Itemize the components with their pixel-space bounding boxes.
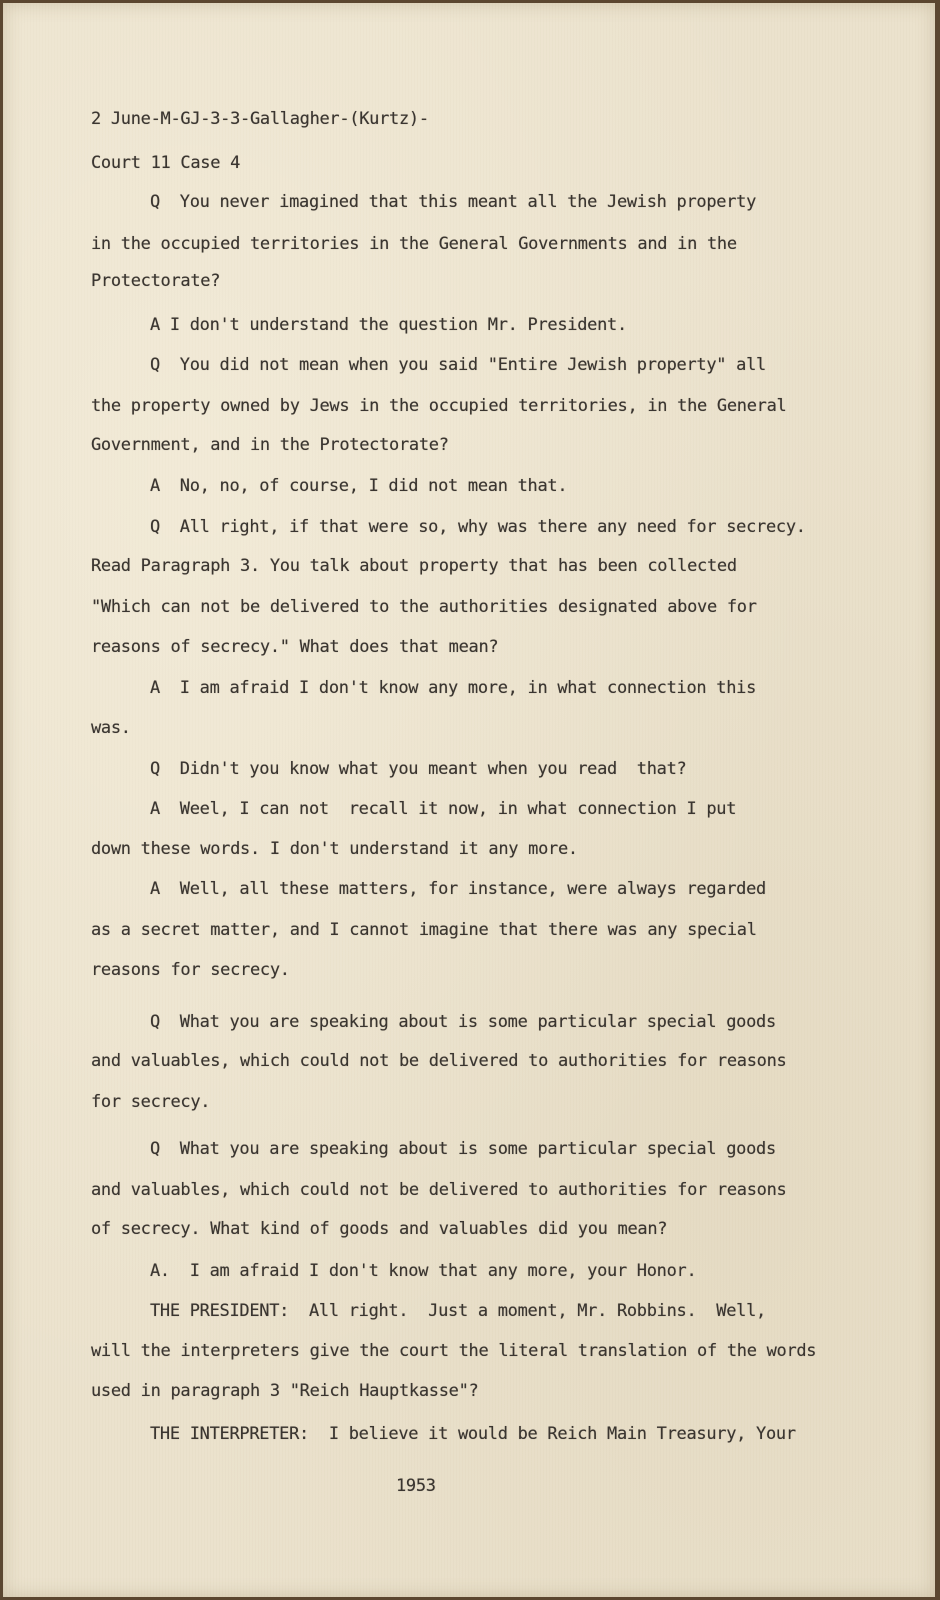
answer-line: A I don't understand the question Mr. President. (150, 315, 627, 335)
question-line: Q You never imagined that this meant all the Jewish property (150, 192, 757, 212)
continuation-line: the property owned by Jews in the occupied territories, in the General (91, 396, 787, 416)
answer-line: A Well, all these matters, for instance, were always regarded (150, 879, 766, 899)
continuation-line: as a secret matter, and I cannot imagine that there was any special (91, 920, 757, 940)
question-line: Q All right, if that were so, why was there any need for secrecy. (150, 517, 806, 537)
question-line: Q What you are speaking about is some particular special goods (150, 1012, 776, 1032)
speaker-line: THE INTERPRETER: I believe it would be Reich Main Treasury, Your (150, 1424, 796, 1444)
answer-line: A Weel, I can not recall it now, in what connection I put (150, 799, 737, 819)
answer-line: A. I am afraid I don't know that any more, your Honor. (150, 1261, 697, 1281)
continuation-line: was. (91, 718, 131, 738)
header-line: 2 June-M-GJ-3-3-Gallagher-(Kurtz)- (91, 109, 429, 129)
answer-line: A No, no, of course, I did not mean that. (150, 476, 568, 496)
question-line: Q Didn't you know what you meant when you read that? (150, 759, 687, 779)
continuation-line: down these words. I don't understand it any more. (91, 839, 578, 859)
transcript-text (3, 3, 935, 1597)
continuation-line: Protectorate? (91, 271, 221, 291)
continuation-line: "Which can not be delivered to the authorities designated above for (91, 597, 757, 617)
transcript-page (3, 3, 935, 1597)
header-line: Court 11 Case 4 (91, 153, 241, 173)
continuation-line: of secrecy. What kind of goods and valuables did you mean? (91, 1219, 668, 1239)
continuation-line: Government, and in the Protectorate? (91, 435, 449, 455)
continuation-line: Read Paragraph 3. You talk about property that has been collected (91, 556, 737, 576)
continuation-line: for secrecy. (91, 1092, 211, 1112)
continuation-line: reasons of secrecy." What does that mean? (91, 637, 499, 657)
question-line: Q What you are speaking about is some particular special goods (150, 1139, 776, 1159)
answer-line: A I am afraid I don't know any more, in what connection this (150, 678, 757, 698)
continuation-line: and valuables, which could not be delivered to authorities for reasons (91, 1051, 787, 1071)
continuation-line: reasons for secrecy. (91, 960, 290, 980)
page-number: 1953 (396, 1476, 436, 1496)
question-line: Q You did not mean when you said "Entire Jewish property" all (150, 355, 766, 375)
speaker-line: THE PRESIDENT: All right. Just a moment, Mr. Robbins. Well, (150, 1301, 766, 1321)
continuation-line: in the occupied territories in the General Governments and in the (91, 234, 737, 254)
continuation-line: and valuables, which could not be delivered to authorities for reasons (91, 1180, 787, 1200)
continuation-line: will the interpreters give the court the literal translation of the words (91, 1341, 817, 1361)
continuation-line: used in paragraph 3 "Reich Hauptkasse"? (91, 1381, 479, 1401)
